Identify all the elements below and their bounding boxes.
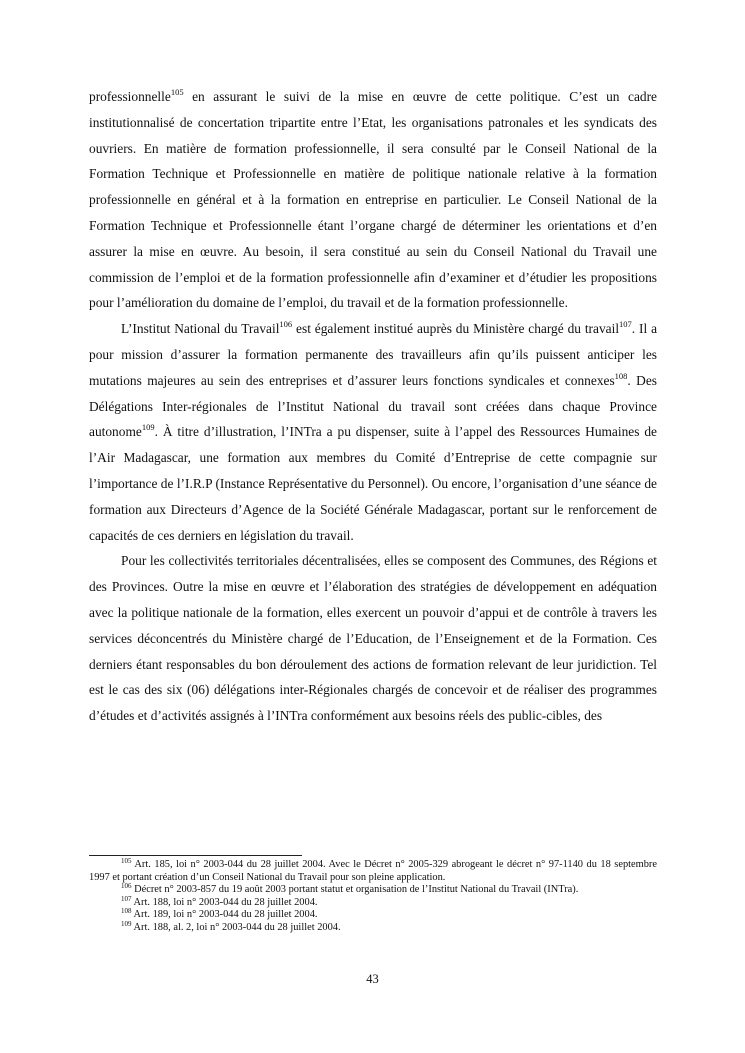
footnote-text: Décret n° 2003-857 du 19 août 2003 portant statut et organisation de l’Institut National du Travail (INTra). [131,884,579,896]
footnote-106 [89,884,657,897]
footnote-108 [89,909,657,922]
footnote-107 [89,894,657,910]
footnote-109 [89,919,657,935]
footnote-text: Art. 189, loi n° 2003-044 du 28 juillet 2004. [131,909,318,921]
footnote-ref-105: 105 [170,87,184,97]
text-segment: . Des Délégations Inter-régionales de l’Institut National du travail sont créées dans chaque Province autonome [89,372,657,440]
body-text [89,84,657,729]
paragraph-collectivites: Pour les collectivités territoriales décentralisées, elles se composent des Communes, des Régions et des Provinces. Outre la mise en œuvre et l’élaboration des stratégies de développement en adéquation avec la politique nationale de la formation, elles exercent un pouvoir d’appui et de contrôle à travers les services déconcentrés du Ministère chargé de l’Education, de l’Enseignement et de la Formation. Ces derniers étant responsables du bon déroulement des actions de formation relevant de leur juridiction. Tel est le cas des six (06) délégations inter-Régionales chargés de concevoir et de réaliser des programmes d’études et d’activités assignés à l’INTra conformément aux besoins réels des public-cibles, des [89,553,657,724]
footnote-number: 108 [121,907,132,916]
footnote-text: Art. 185, loi n° 2003-044 du 28 juillet 2004. Avec le Décret n° 2005-329 abrogeant le décret n° 97-1140 du 18 septembre 1997 et portant création d’un Conseil National du Travail pour son pleine application. [89,859,657,883]
footnote-number: 106 [121,882,132,891]
text-segment: en assurant le suivi de la mise en œuvre de cette politique. C’est un cadre institutionnalisé de concertation tripartite entre l’Etat, les organisations patronales et les syndicats des ouvriers. En matière de formation professionnelle, il sera consulté par le Conseil National de la Formation Technique et Professionnelle en matière de politique nationale relative à la formation professionnelle en général et à la formation en entreprise en particulier. Le Conseil National de la Formation Technique et Professionnelle étant l’organe chargé de déterminer les orientations et d’en assurer la mise en œuvre. Au besoin, il sera constitué au sein du Conseil National du Travail une commission de l’emploi et de la formation professionnelle afin d’examiner et d’étudier les propositions pour l’amélioration du domaine de l’emploi, du travail et de la formation professionnelle. [89,89,657,311]
footnote-ref-107: 107 [619,319,632,330]
text-segment: . Il a pour mission d’assurer la formation permanente des travailleurs afin qu’ils puissent anticiper les mutations majeures au sein des entreprises et d’assurer leurs fonctions syndicales et connexes [89,321,658,388]
footnote-105 [89,859,657,884]
footnote-text: Art. 188, al. 2, loi n° 2003-044 du 28 juillet 2004. [131,921,341,933]
paragraph-institut [89,316,657,548]
footnote-number: 107 [121,894,132,903]
footnote-number: 109 [121,919,132,928]
footnote-ref-106: 106 [279,319,293,330]
text-segment: . À titre d’illustration, l’INTra a pu dispenser, suite à l’appel des Ressources Humaines de l’Air Madagascar, une formation aux membres du Comité d’Entreprise de cette compagnie sur l’importance de l’I.R.P (Instance Représentative du Personnel). Ou encore, l’organisation d’une séance de formation aux Directeurs d’Agence de la Société Générale Madagascar, portant sur le renforcement de capacités de ces derniers en législation du travail. [89,424,657,543]
footnote-separator [89,855,302,856]
text-segment: professionnelle [89,89,171,104]
footnote-number: 105 [121,857,132,865]
page-number: 43 [366,972,379,986]
footnote-ref-108: 108 [614,370,628,381]
footnote-ref-109: 109 [141,422,155,433]
footnote-text: Art. 188, loi n° 2003-044 du 28 juillet 2004. [131,896,318,908]
text-segment: L’Institut National du Travail [121,321,280,337]
text-segment: est également institué auprès du Ministère chargé du travail [292,321,620,337]
paragraph-council [89,84,657,316]
footnotes [89,859,657,935]
